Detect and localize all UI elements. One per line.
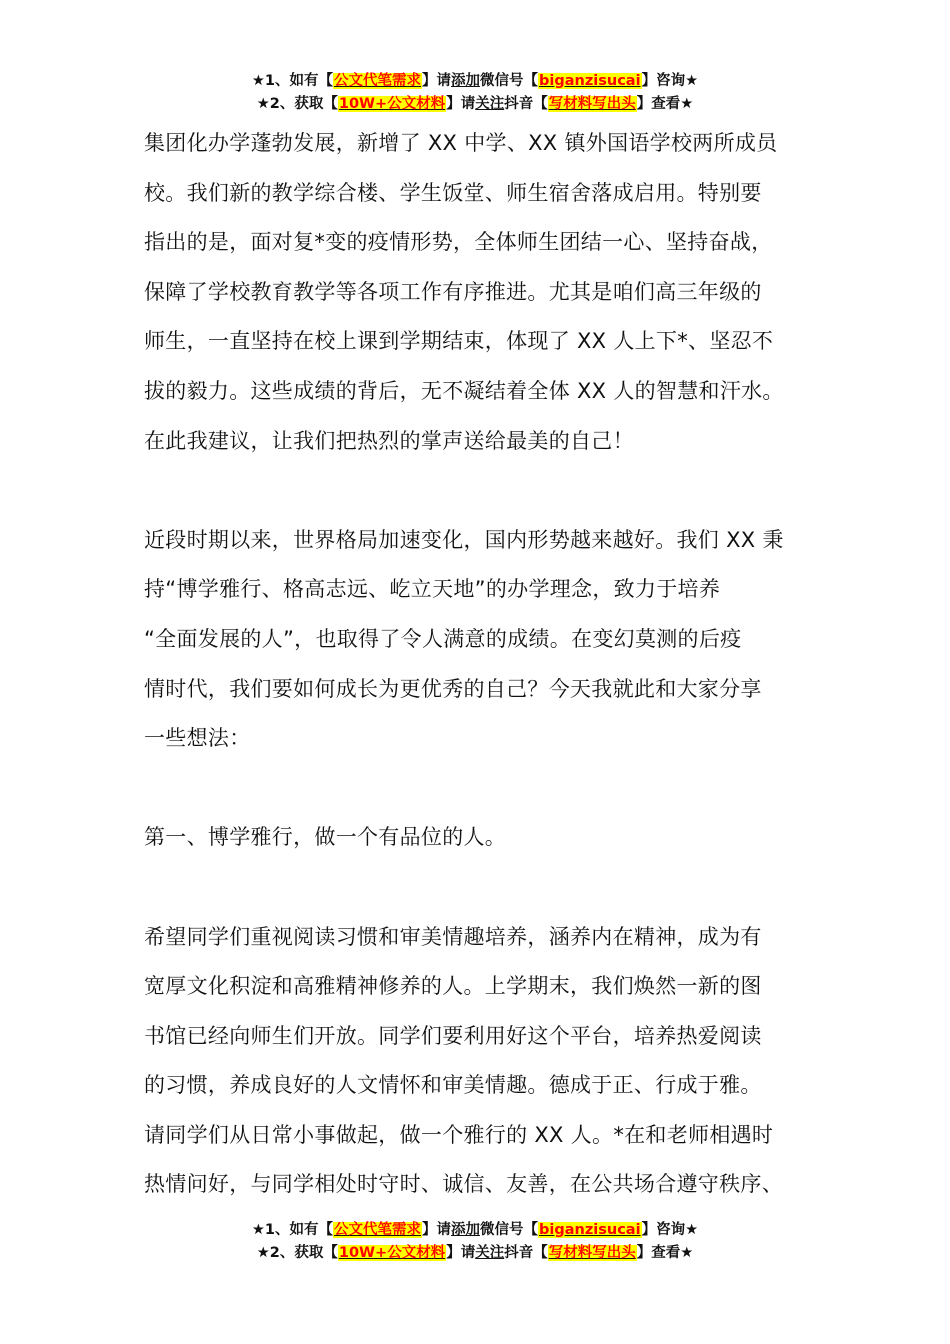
promo-line-1: [0, 1219, 950, 1242]
promo-highlight: 公文代笔需求: [334, 73, 422, 89]
promo-text: 微信号【: [480, 1222, 539, 1238]
text-line: 书馆已经向师生们开放。同学们要利用好这个平台，培养热爱阅读: [144, 1023, 762, 1048]
text-line: 情时代，我们要如何成长为更优秀的自己？今天我就此和大家分享: [144, 676, 762, 701]
promo-highlight: 10W+公文材料: [338, 96, 446, 112]
promo-text: 】请: [446, 1245, 476, 1261]
text-line: 一些想法：: [144, 726, 251, 751]
promo-highlight: 10W+公文材料: [338, 1245, 446, 1261]
text-line: 请同学们从日常小事做起，做一个雅行的 XX 人。*在和老师相遇时: [144, 1122, 774, 1147]
promo-text: ★2、获取【: [256, 1245, 338, 1261]
section-heading: [144, 813, 812, 863]
paragraph-gap: [144, 764, 812, 814]
promo-underlined: 添加: [451, 1222, 481, 1238]
promo-text: 微信号【: [480, 73, 539, 89]
promo-text: ★2、获取【: [256, 96, 338, 112]
footer-promo-banner: [0, 1219, 950, 1265]
heading-line: 第一、博学雅行，做一个有品位的人。: [144, 825, 507, 850]
douyin-id: 写材料写出头: [548, 1245, 636, 1261]
text-line: 热情问好，与同学相处时守时、诚信、友善，在公共场合遵守秩序、: [144, 1172, 783, 1197]
header-promo-banner: [0, 70, 950, 116]
promo-text: ★1、如有【: [251, 73, 334, 89]
promo-text: ★1、如有【: [251, 1222, 334, 1238]
promo-text: 】请: [422, 73, 452, 89]
text-line: 在此我建议，让我们把热烈的掌声送给最美的自己！: [144, 428, 634, 453]
paragraph-1: [144, 119, 812, 466]
promo-text: 抖音【: [504, 1245, 548, 1261]
text-line: 拔的毅力。这些成绩的背后，无不凝结着全体 XX 人的智慧和汗水。: [144, 378, 784, 403]
text-line: 指出的是，面对复*变的疫情形势，全体师生团结一心、坚持奋战，: [144, 230, 773, 255]
text-line: 的习惯，养成良好的人文情怀和审美情趣。德成于正、行成于雅。: [144, 1073, 762, 1098]
text-line: “全面发展的人”，也取得了令人满意的成绩。在变幻莫测的后疫: [144, 626, 742, 651]
text-line: 持“博学雅行、格高志远、屹立天地”的办学理念，致力于培养: [144, 577, 721, 602]
paragraph-3: [144, 913, 812, 1211]
douyin-id: 写材料写出头: [548, 96, 636, 112]
paragraph-gap: [144, 466, 812, 516]
promo-text: 】咨询★: [641, 1222, 699, 1238]
text-line: 希望同学们重视阅读习惯和审美情趣培养，涵养内在精神，成为有: [144, 924, 762, 949]
paragraph-2: [144, 516, 812, 764]
document-body: [144, 119, 812, 1210]
promo-text: 】请: [422, 1222, 452, 1238]
promo-line-2: [0, 93, 950, 116]
promo-line-2: [0, 1242, 950, 1265]
promo-underlined: 关注: [475, 1245, 505, 1261]
paragraph-gap: [144, 863, 812, 913]
promo-text: 】查看★: [636, 96, 694, 112]
wechat-id: biganzisucai: [539, 73, 641, 89]
text-line: 宽厚文化积淀和高雅精神修养的人。上学期末，我们焕然一新的图: [144, 974, 762, 999]
text-line: 师生，一直坚持在校上课到学期结束，体现了 XX 人上下*、坚忍不: [144, 329, 774, 354]
text-line: 保障了学校教育教学等各项工作有序推进。尤其是咱们高三年级的: [144, 279, 762, 304]
promo-line-1: [0, 70, 950, 93]
promo-text: 】咨询★: [641, 73, 699, 89]
promo-underlined: 添加: [451, 73, 481, 89]
wechat-id: biganzisucai: [539, 1222, 641, 1238]
text-line: 集团化办学蓬勃发展，新增了 XX 中学、XX 镇外国语学校两所成员: [144, 131, 778, 155]
text-line: 近段时期以来，世界格局加速变化，国内形势越来越好。我们 XX 秉: [144, 527, 784, 552]
promo-text: 】查看★: [636, 1245, 694, 1261]
promo-underlined: 关注: [475, 96, 505, 112]
text-line: 校。我们新的教学综合楼、学生饭堂、师生宿舍落成启用。特别要: [144, 180, 762, 205]
promo-highlight: 公文代笔需求: [334, 1222, 422, 1238]
promo-text: 抖音【: [504, 96, 548, 112]
promo-text: 】请: [446, 96, 476, 112]
